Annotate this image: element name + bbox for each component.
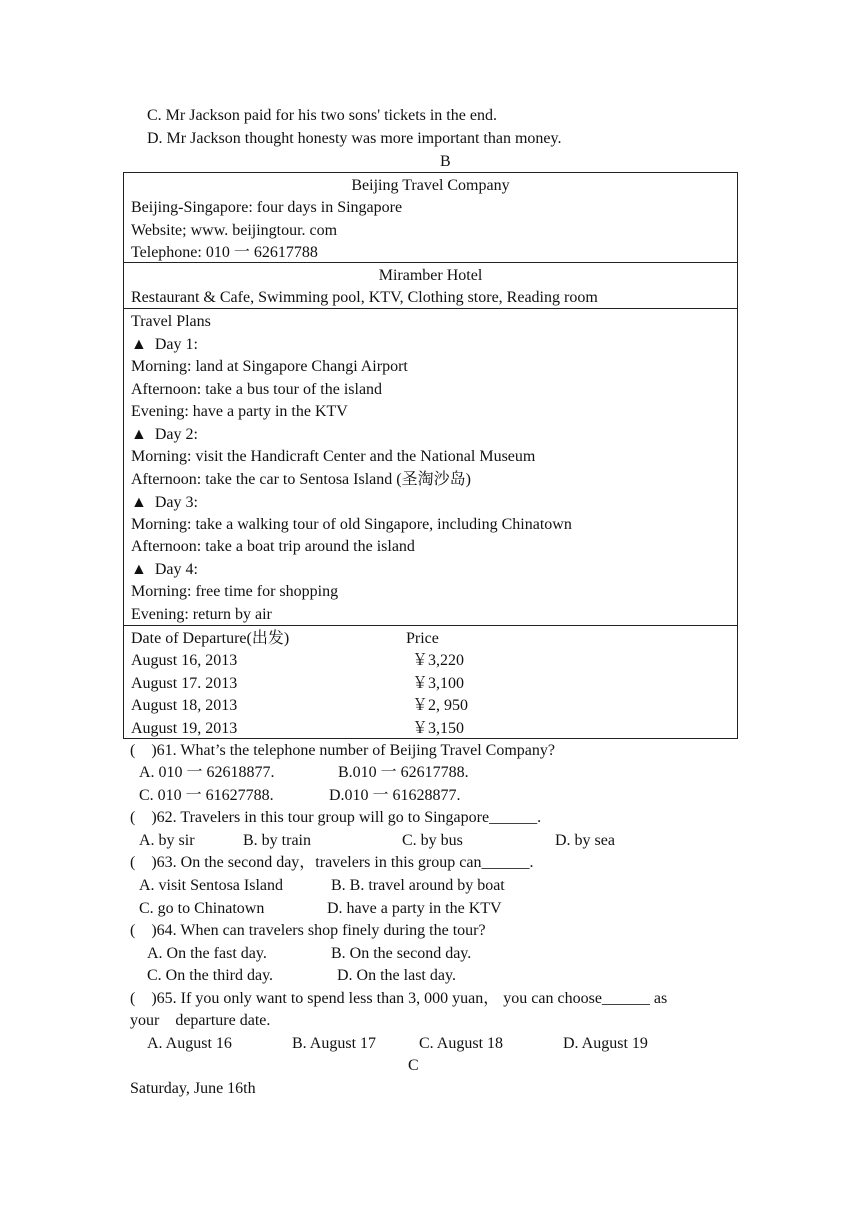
departure-date-header: Date of Departure(出发) xyxy=(131,630,290,647)
company-telephone: Telephone: 010 一 62617788 xyxy=(131,244,318,261)
day-3-item: Afternoon: take a boat trip around the island xyxy=(131,538,415,555)
question-63-option-a: A. visit Sentosa Island xyxy=(139,877,283,894)
day-1-item: Afternoon: take a bus tour of the island xyxy=(131,381,383,398)
day-2-label: ▲ Day 2: xyxy=(131,426,198,443)
question-63-option-b: B. B. travel around by boat xyxy=(331,877,505,894)
departure-price: ￥2, 950 xyxy=(412,697,469,714)
company-box xyxy=(123,172,738,263)
day-1-item: Evening: have a party in the KTV xyxy=(131,403,348,420)
question-61-option-a: A. 010 一 62618877. xyxy=(139,764,275,781)
company-website: Website; www. beijingtour. com xyxy=(131,222,338,239)
company-name: Beijing Travel Company xyxy=(351,177,510,194)
company-route: Beijing-Singapore: four days in Singapore xyxy=(131,199,403,216)
question-65-option-c: C. August 18 xyxy=(419,1035,504,1052)
question-64-option-c: C. On the third day. xyxy=(147,967,274,984)
question-62-option-b: B. by train xyxy=(243,832,311,849)
question-62-option-c: C. by bus xyxy=(402,832,463,849)
hotel-box xyxy=(123,262,738,309)
day-4-item: Morning: free time for shopping xyxy=(131,583,339,600)
question-65-option-a: A. August 16 xyxy=(147,1035,232,1052)
day-2-item: Afternoon: take the car to Sentosa Island (圣淘沙岛) xyxy=(131,471,471,488)
question-62-stem: ( )62. Travelers in this tour group will go to Singapore______. xyxy=(130,809,542,826)
question-62-option-d: D. by sea xyxy=(555,832,615,849)
departure-date: August 19, 2013 xyxy=(131,720,238,737)
question-65-stem: ( )65. If you only want to spend less than 3, 000 yuan， you can choose______ as xyxy=(130,990,668,1007)
section-c-first-line: Saturday, June 16th xyxy=(130,1080,256,1097)
section-c-heading: C xyxy=(408,1057,419,1074)
question-65-option-d: D. August 19 xyxy=(563,1035,648,1052)
day-1-label: ▲ Day 1: xyxy=(131,336,198,353)
day-4-label: ▲ Day 4: xyxy=(131,561,198,578)
question-64-option-b: B. On the second day. xyxy=(331,945,472,962)
departure-price-header: Price xyxy=(406,630,439,647)
hotel-facilities: Restaurant & Cafe, Swimming pool, KTV, Clothing store, Reading room xyxy=(131,289,598,306)
option-c-line: C. Mr Jackson paid for his two sons' tickets in the end. xyxy=(147,107,497,124)
question-61-option-b: B.010 一 62617788. xyxy=(338,764,469,781)
question-61-stem: ( )61. What’s the telephone number of Beijing Travel Company? xyxy=(130,742,555,759)
departure-price: ￥3,150 xyxy=(412,720,465,737)
question-64-option-d: D. On the last day. xyxy=(337,967,456,984)
day-4-item: Evening: return by air xyxy=(131,606,272,623)
day-3-label: ▲ Day 3: xyxy=(131,494,198,511)
question-61-option-c: C. 010 一 61627788. xyxy=(139,787,274,804)
departure-date: August 16, 2013 xyxy=(131,652,238,669)
question-64-option-a: A. On the fast day. xyxy=(147,945,267,962)
question-61-option-d: D.010 一 61628877. xyxy=(329,787,461,804)
question-63-option-c: C. go to Chinatown xyxy=(139,900,265,917)
departure-box xyxy=(123,625,738,739)
day-1-item: Morning: land at Singapore Changi Airport xyxy=(131,358,408,375)
question-63-stem: ( )63. On the second day，travelers in this group can______. xyxy=(130,854,534,871)
travel-plans-title: Travel Plans xyxy=(131,313,211,330)
departure-price: ￥3,220 xyxy=(412,652,465,669)
question-64-stem: ( )64. When can travelers shop finely during the tour? xyxy=(130,922,486,939)
option-d-line: D. Mr Jackson thought honesty was more important than money. xyxy=(147,130,562,147)
travel-plans-box xyxy=(123,308,738,626)
question-65-stem-continued: your departure date. xyxy=(130,1012,271,1029)
hotel-name: Miramber Hotel xyxy=(378,267,483,284)
departure-date: August 18, 2013 xyxy=(131,697,238,714)
day-2-item: Morning: visit the Handicraft Center and the National Museum xyxy=(131,448,536,465)
departure-date: August 17. 2013 xyxy=(131,675,238,692)
question-62-option-a: A. by sir xyxy=(139,832,195,849)
departure-price: ￥3,100 xyxy=(412,675,465,692)
question-63-option-d: D. have a party in the KTV xyxy=(327,900,502,917)
section-b-heading: B xyxy=(440,153,451,170)
question-65-option-b: B. August 17 xyxy=(292,1035,377,1052)
day-3-item: Morning: take a walking tour of old Singapore, including Chinatown xyxy=(131,516,572,533)
